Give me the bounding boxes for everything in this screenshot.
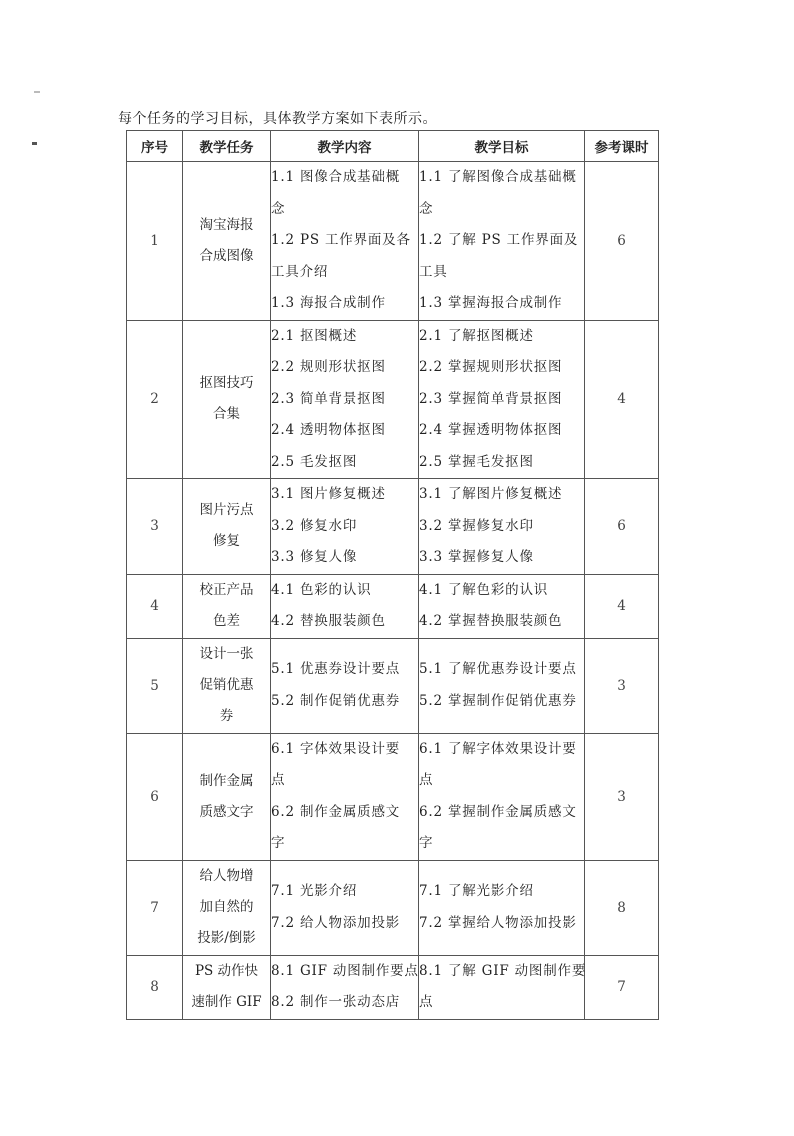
content-line: 1.2 PS 工作界面及各 bbox=[271, 232, 411, 248]
reference-hours: 7 bbox=[585, 955, 659, 1019]
content-line: 7.1 光影介绍 bbox=[271, 883, 358, 899]
content-line: 3.1 图片修复概述 bbox=[271, 486, 386, 502]
content-line: 2.2 规则形状抠图 bbox=[271, 359, 386, 375]
row-number: 1 bbox=[127, 162, 183, 321]
goal-line: 5.2 掌握制作促销优惠券 bbox=[419, 692, 577, 709]
goal-line: 6.1 了解字体效果设计要 bbox=[419, 740, 577, 757]
content-line: 4.1 色彩的认识 bbox=[271, 581, 372, 598]
goal-line: 1.1 了解图像合成基础概 bbox=[419, 169, 577, 185]
table-row bbox=[127, 860, 659, 955]
content-line: 字 bbox=[271, 835, 286, 851]
teaching-goal bbox=[419, 638, 585, 733]
table-body bbox=[127, 162, 659, 1020]
goal-line: 5.1 了解优惠券设计要点 bbox=[419, 661, 577, 677]
teaching-content bbox=[271, 479, 419, 575]
teaching-content bbox=[271, 162, 419, 321]
teaching-goal bbox=[419, 955, 585, 1019]
goal-line: 2.5 掌握毛发抠图 bbox=[419, 453, 534, 470]
task-line: 图片污点 bbox=[199, 502, 254, 519]
teaching-goal bbox=[419, 320, 585, 479]
task-line: 促销优惠 bbox=[199, 677, 254, 693]
task-line: PS 动作快 bbox=[194, 963, 259, 979]
content-line: 3.3 修复人像 bbox=[271, 549, 358, 565]
task-line: 给人物增 bbox=[199, 868, 254, 884]
content-line: 2.1 抠图概述 bbox=[271, 327, 358, 344]
reference-hours: 8 bbox=[585, 860, 659, 955]
reference-hours: 3 bbox=[585, 638, 659, 733]
teaching-goal bbox=[419, 733, 585, 860]
row-number: 3 bbox=[127, 479, 183, 575]
reference-hours: 6 bbox=[585, 479, 659, 575]
task-name bbox=[183, 574, 271, 638]
goal-line: 1.3 掌握海报合成制作 bbox=[419, 295, 563, 311]
task-line: 抠图技巧 bbox=[199, 375, 254, 392]
content-line: 1.1 图像合成基础概 bbox=[271, 169, 401, 185]
teaching-goal bbox=[419, 574, 585, 638]
task-name bbox=[183, 733, 271, 860]
goal-line: 2.1 了解抠图概述 bbox=[419, 327, 534, 344]
task-line: 淘宝海报 bbox=[199, 216, 254, 233]
table-row bbox=[127, 162, 659, 321]
teaching-content bbox=[271, 955, 419, 1019]
scan-mark bbox=[32, 142, 37, 145]
header-task: 教学任务 bbox=[183, 131, 271, 162]
table-row bbox=[127, 574, 659, 638]
teaching-content bbox=[271, 638, 419, 733]
table-row bbox=[127, 733, 659, 860]
task-line: 速制作 GIF bbox=[191, 994, 262, 1010]
task-name bbox=[183, 162, 271, 321]
goal-line: 2.2 掌握规则形状抠图 bbox=[419, 359, 563, 375]
content-line: 4.2 替换服装颜色 bbox=[271, 613, 386, 629]
task-line: 制作金属 bbox=[199, 772, 254, 789]
task-name bbox=[183, 320, 271, 479]
content-line: 5.2 制作促销优惠券 bbox=[271, 692, 401, 709]
reference-hours: 6 bbox=[585, 162, 659, 321]
goal-line: 4.1 了解色彩的认识 bbox=[419, 581, 549, 598]
task-line: 修复 bbox=[213, 533, 240, 550]
reference-hours: 3 bbox=[585, 733, 659, 860]
goal-line: 3.1 了解图片修复概述 bbox=[419, 486, 563, 502]
task-line: 投影/倒影 bbox=[197, 930, 256, 946]
row-number: 8 bbox=[127, 955, 183, 1019]
content-line: 1.3 海报合成制作 bbox=[271, 295, 386, 311]
task-name bbox=[183, 860, 271, 955]
goal-line: 点 bbox=[419, 772, 434, 788]
scan-mark bbox=[34, 91, 40, 93]
teaching-content bbox=[271, 320, 419, 479]
reference-hours: 4 bbox=[585, 320, 659, 479]
header-content: 教学内容 bbox=[271, 131, 419, 162]
teaching-goal bbox=[419, 479, 585, 575]
task-name bbox=[183, 479, 271, 575]
goal-line: 工具 bbox=[419, 263, 448, 280]
teaching-plan-table bbox=[126, 130, 659, 1020]
table-row bbox=[127, 955, 659, 1019]
row-number: 4 bbox=[127, 574, 183, 638]
task-name bbox=[183, 638, 271, 733]
content-line: 2.4 透明物体抠图 bbox=[271, 422, 386, 438]
task-line: 色差 bbox=[213, 613, 240, 629]
goal-line: 点 bbox=[419, 994, 434, 1010]
content-line: 2.5 毛发抠图 bbox=[271, 453, 358, 470]
table-row bbox=[127, 320, 659, 479]
content-line: 6.1 字体效果设计要 bbox=[271, 740, 401, 757]
goal-line: 4.2 掌握替换服装颜色 bbox=[419, 613, 563, 629]
task-name bbox=[183, 955, 271, 1019]
task-line: 券 bbox=[219, 708, 234, 724]
goal-line: 2.3 掌握简单背景抠图 bbox=[419, 390, 563, 407]
task-line: 加自然的 bbox=[199, 899, 254, 915]
goal-line: 7.2 掌握给人物添加投影 bbox=[419, 914, 577, 931]
content-line: 7.2 给人物添加投影 bbox=[271, 914, 401, 931]
table-header-row bbox=[127, 131, 659, 162]
goal-line: 2.4 掌握透明物体抠图 bbox=[419, 422, 563, 438]
table-row bbox=[127, 479, 659, 575]
content-line: 点 bbox=[271, 772, 286, 788]
task-line: 合成图像 bbox=[199, 247, 254, 264]
goal-line: 3.2 掌握修复水印 bbox=[419, 517, 534, 534]
content-line: 工具介绍 bbox=[271, 263, 329, 280]
content-line: 8.2 制作一张动态店 bbox=[271, 994, 401, 1010]
content-line: 8.1 GIF 动图制作要点 bbox=[271, 962, 419, 979]
goal-line: 7.1 了解光影介绍 bbox=[419, 883, 534, 899]
row-number: 6 bbox=[127, 733, 183, 860]
content-line: 6.2 制作金属质感文 bbox=[271, 803, 401, 820]
task-line: 合集 bbox=[213, 406, 240, 423]
goal-line: 1.2 了解 PS 工作界面及 bbox=[419, 232, 579, 248]
row-number: 2 bbox=[127, 320, 183, 479]
header-no: 序号 bbox=[127, 131, 183, 162]
task-line: 设计一张 bbox=[199, 646, 254, 662]
row-number: 7 bbox=[127, 860, 183, 955]
goal-line: 3.3 掌握修复人像 bbox=[419, 549, 534, 565]
teaching-content bbox=[271, 733, 419, 860]
table-row bbox=[127, 638, 659, 733]
content-line: 2.3 简单背景抠图 bbox=[271, 390, 386, 407]
goal-line: 念 bbox=[419, 200, 434, 217]
content-line: 5.1 优惠券设计要点 bbox=[271, 661, 401, 677]
task-line: 质感文字 bbox=[199, 803, 254, 820]
reference-hours: 4 bbox=[585, 574, 659, 638]
header-hours: 参考课时 bbox=[585, 131, 659, 162]
goal-line: 6.2 掌握制作金属质感文 bbox=[419, 803, 577, 820]
header-goal: 教学目标 bbox=[419, 131, 585, 162]
task-line: 校正产品 bbox=[199, 582, 254, 598]
content-line: 3.2 修复水印 bbox=[271, 517, 358, 534]
teaching-goal bbox=[419, 860, 585, 955]
teaching-content bbox=[271, 860, 419, 955]
goal-line: 8.1 了解 GIF 动图制作要 bbox=[419, 962, 587, 979]
teaching-goal bbox=[419, 162, 585, 321]
goal-line: 字 bbox=[419, 835, 434, 851]
row-number: 5 bbox=[127, 638, 183, 733]
teaching-content bbox=[271, 574, 419, 638]
content-line: 念 bbox=[271, 200, 286, 217]
intro-text: 每个任务的学习目标，具体教学方案如下表所示。 bbox=[118, 111, 437, 127]
